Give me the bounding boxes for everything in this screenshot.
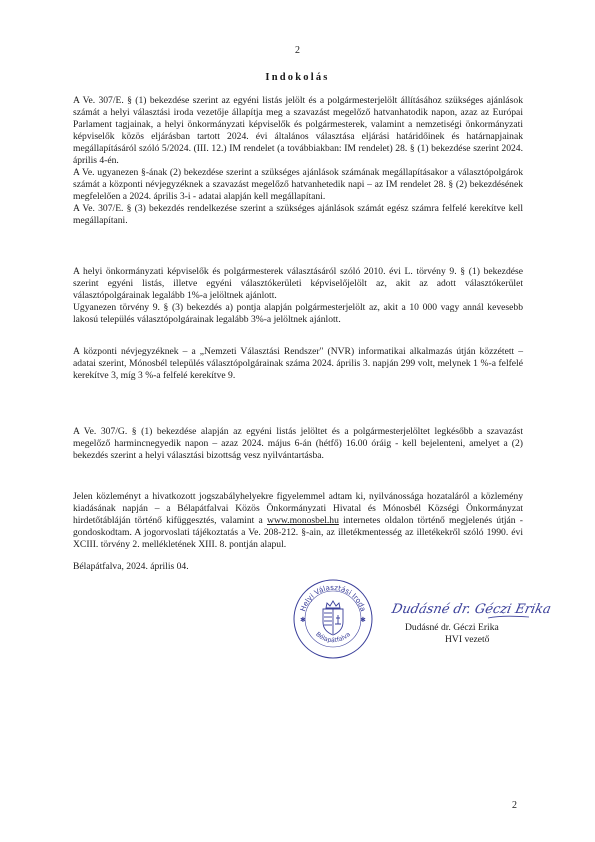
paragraph-block-3 — [73, 346, 523, 382]
document-heading: Indokolás — [265, 72, 330, 83]
coat-of-arms-icon — [323, 601, 343, 635]
star-icon: ✱ — [300, 616, 306, 624]
paragraph-text: A Ve. 307/E. § (3) bekezdés rendelkezése szerint a szükséges ajánlások számát egész számra felfelé kerekítve kell megállapítani. — [73, 203, 523, 226]
page-number-top: 2 — [295, 45, 300, 56]
star-icon: ✱ — [360, 616, 366, 624]
page-number-bottom: 2 — [512, 800, 517, 811]
handwritten-signature — [390, 595, 553, 623]
website-link[interactable]: www.monosbel.hu — [267, 515, 339, 526]
paragraph-text: A Ve. 307/G. § (1) bekezdése alapján az egyéni listás jelöltet és a polgármesterjelöltet legkésőbb a szavazást megelőző harmincnegyedik napon – azaz 2024. május 6-án (hétfő) 16.00 óráig - kell bejelenteni, amelyet a (2) bekezdés szerint a helyi választási bizottság vesz nyilvántartásba. — [73, 426, 523, 461]
paragraph-text: A Ve. 307/E. § (1) bekezdése szerint az egyéni listás jelölt és a polgármesterjelölt állításához szükséges ajánlások számát a helyi választási iroda vezetője állapítja meg a szavazást megelőző hatvanhatodik napon, azaz az Európai Parlament tagjainak, a helyi önkormányzati képviselők és polgármesterek, valamint a nemzetiségi önkormányzati képviselők közös eljárásban tartott 2024. évi általános választása eljárási határidőinek és határnapjainak megállapításáról szóló 5/2024. (III. 12.) IM rendelet (a továbbiakban: IM rendelet) 28. § (1) bekezdése szerint 2024. április 4-én. — [73, 95, 523, 166]
signer-name: Dudásné dr. Géczi Erika — [405, 622, 499, 633]
final-text-after-link: internetes oldalon történő megjelenés útján - gondoskodtam. A jogorvoslati tájékoztatás a Ve. 208-212. §-ain, az illetékmentesség az illetékekről szóló 1990. évi XCIII. törvény 2. mellékletének XIII. 8. pontján alapul. — [73, 515, 523, 550]
final-text-before-link: Jelen közleményt a hivatkozott jogszabályhelyekre figyelemmel adtam ki, nyilvánossága hozataláról a közlemény kiadásának napján – a Bélapátfalvai Közös Önkormányzati Hivatal és Mónosbél Községi Önkormányzat hirdetőtábláján történő kifüggesztés, valamint a — [73, 491, 523, 526]
paragraph-block-2 — [73, 266, 523, 326]
paragraph-block-4 — [73, 426, 523, 462]
signer-role: HVI vezető — [445, 634, 490, 645]
signature-scrawl: Dudásné dr. Géczi Erika — [390, 602, 553, 617]
place-date-line: Bélapátfalva, 2024. április 04. — [73, 561, 189, 572]
stamp-bottom-text: Bélapátfalva — [314, 630, 352, 645]
paragraph-text — [73, 491, 523, 551]
stamp-top-text: Helyi Választási Iroda — [298, 582, 368, 613]
official-stamp — [292, 578, 374, 660]
paragraph-text: Ugyanezen törvény 9. § (3) bekezdés a) pontja alapján polgármesterjelölt az, akit a 10 000 vagy annál kevesebb lakosú település választópolgárainak legalább 3%-a jelöltnek ajánlott. — [73, 302, 523, 325]
paragraph-text: A központi névjegyzéknek – a „Nemzeti Választási Rendszer" (NVR) informatikai alkalmazás útján közzétett – adatai szerint, Mónosbél település választópolgárainak száma 2024. április 3. napján 299 volt, melynek 1 %-a felfelé kerekítve 3, míg 3 %-a felfelé kerekítve 9. — [73, 346, 523, 381]
paragraph-block-1 — [73, 95, 523, 227]
paragraph-block-5 — [73, 491, 523, 551]
paragraph-text: A Ve. ugyanezen §-ának (2) bekezdése szerint a szükséges ajánlások számának megállapításakor a választópolgárok számát a központi névjegyzéknek a szavazást megelőző hatvanhetedik napi – az IM rendelet 28. § (2) bekezdésének megfelelően a 2024. április 3-i - adatai alapján kell megállapítani. — [73, 167, 523, 202]
paragraph-text: A helyi önkormányzati képviselők és polgármesterek választásáról szóló 2010. évi L. törvény 9. § (1) bekezdése szerint egyéni listás, illetve egyéni választókerületi képviselőjelölt az, akit az adott választókerület választópolgárainak legalább 1%-a jelöltnek ajánlott. — [73, 266, 523, 301]
signer-block — [405, 622, 499, 646]
